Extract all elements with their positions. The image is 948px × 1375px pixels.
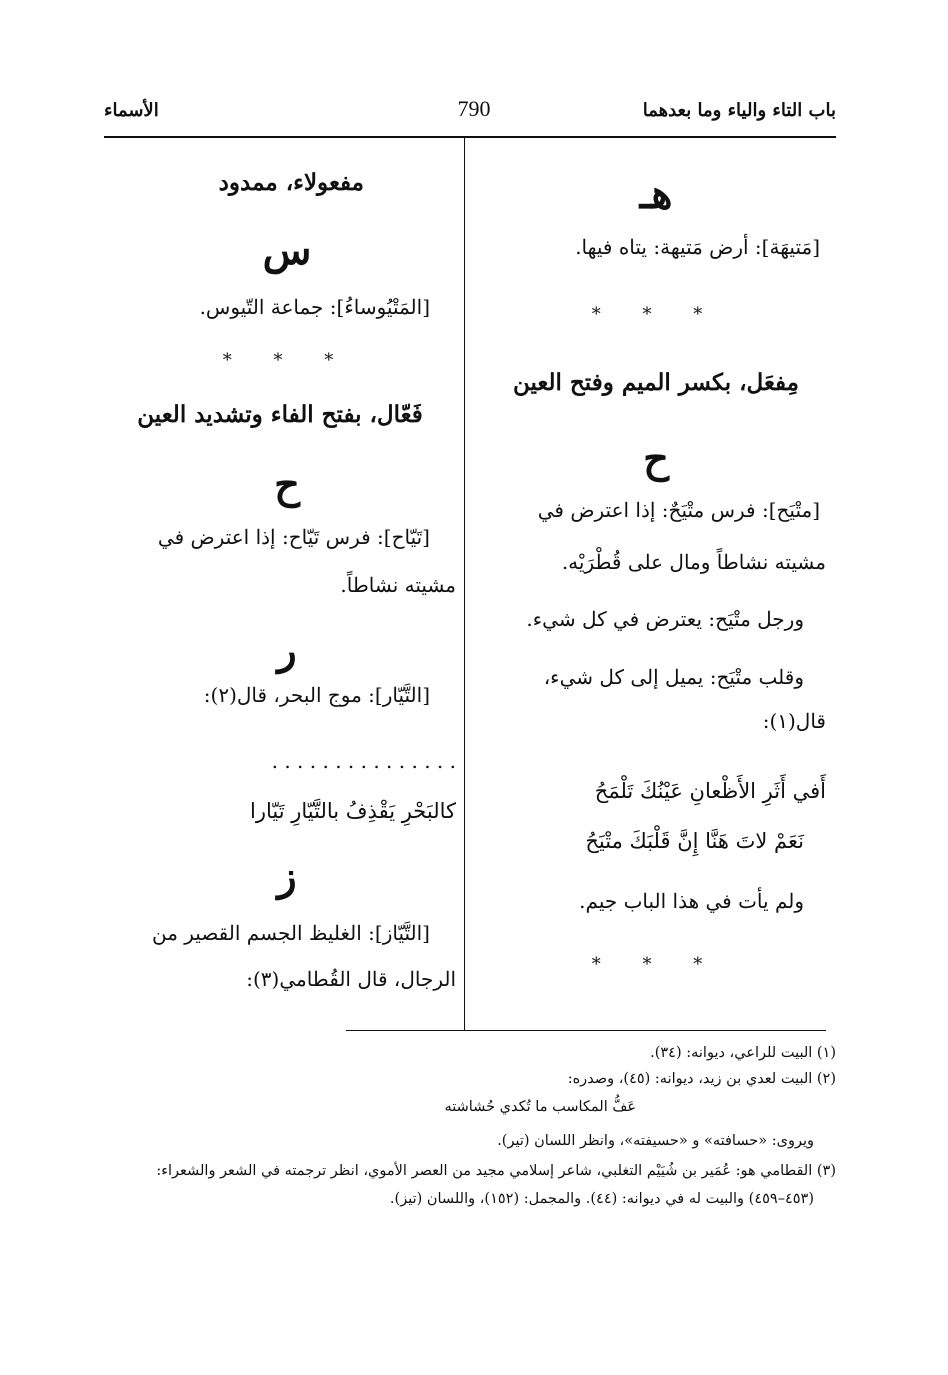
entry-tayyah-line2: مشيته نشاطاً. xyxy=(340,573,456,597)
separator-stars: * * * xyxy=(591,304,721,325)
entry-mutayha: [مَتيهَة]: أرض مَتيهة: يتاه فيها. xyxy=(575,235,820,259)
letter-heading-ha: هـ xyxy=(639,171,673,218)
entry-qalb-line1: وقلب متْيَح: يميل إلى كل شيء، xyxy=(543,665,804,689)
ellipsis-line: . . . . . . . . . . . . . . . xyxy=(271,749,456,773)
entry-rajul: ورجل متْيَح: يعترض في كل شيء. xyxy=(526,607,804,631)
footnote-3-line1: (٣) القطامي هو: عُمَير بن شُيَيْم التغلبي، شاعر إسلامي مجيد من العصر الأموي، انظر ترجمته في الشعر والشعراء: xyxy=(156,1163,836,1179)
separator-stars-2: * * * xyxy=(591,954,721,975)
entry-matyusa: [المَتْيُوساءُ]: جماعة التّيوس. xyxy=(199,295,430,319)
entry-mutyah-line1: [متْيَح]: فرس متْيَحٌ: إذا اعترض في xyxy=(537,498,820,522)
section-title-mafulaa: مفعولاء، ممدود xyxy=(218,169,364,196)
entry-mutyah-line2: مشيته نشاطاً ومال على قُطْرَيْه. xyxy=(561,550,826,574)
entry-qalb-line2: قال(١): xyxy=(762,709,826,733)
letter-heading-sin: س xyxy=(262,227,312,274)
left-column xyxy=(104,150,456,1020)
header-rule xyxy=(104,136,836,138)
footnote-2: (٢) البيت لعدي بن زيد، ديوانه: (٤٥)، وصدره: xyxy=(567,1071,836,1087)
letter-heading-ha-left: ح xyxy=(274,461,300,508)
poem-line: كالبَحْرِ يَقْذِفُ بالتَّيّارِ تَيّارا xyxy=(250,799,456,823)
footnote-2-variant: ويروى: «حسافته» و «حسيفته»، وانظر اللسان (تير). xyxy=(497,1133,814,1149)
letter-heading-zay: ز xyxy=(277,853,297,900)
poem-line2: نَعَمْ لاتَ هَنَّا إِنَّ قَلْبَكَ متْيَحُ xyxy=(585,829,804,853)
section-title: مِفعَل، بكسر الميم وفتح العين xyxy=(512,369,799,396)
page-number: 790 xyxy=(457,96,491,121)
entry-tayyar: [التَّيّار]: موج البحر، قال(٢): xyxy=(203,683,430,707)
footnote-rule xyxy=(346,1030,826,1031)
column-divider xyxy=(464,137,465,1030)
section-title-faaal: فَعّال، بفتح الفاء وتشديد العين xyxy=(137,401,423,428)
entry-tayyah-line1: [تَيّاح]: فرس تَيّاح: إذا اعترض في xyxy=(157,525,430,549)
section-header: الأسماء xyxy=(104,100,159,121)
no-jim-note: ولم يأت في هذا الباب جيم. xyxy=(579,889,804,913)
footnote-1: (١) البيت للراعي، ديوانه: (٣٤). xyxy=(650,1045,836,1061)
entry-tayyaz-line2: الرجال، قال القُطامي(٣): xyxy=(246,967,456,991)
separator-stars-left: * * * xyxy=(222,350,352,371)
footnote-2-verse: عَفُّ المكاسب ما تُكدي حُشاشته xyxy=(444,1099,636,1115)
right-column xyxy=(486,150,826,1020)
chapter-header: باب التاء والياء وما بعدهما xyxy=(642,100,836,121)
letter-heading-ha2: ح xyxy=(643,435,669,482)
entry-tayyaz-line1: [التَّيّاز]: الغليظ الجسم القصير من xyxy=(151,921,430,945)
footnote-3-line2: (٤٥٣–٤٥٩) والبيت له في ديوانه: (٤٤). والمجمل: (١٥٢)، واللسان (تيز). xyxy=(389,1191,814,1207)
poem-line1: أَفي أَثَرِ الأَظْعانِ عَيْنُكَ تَلْمَحُ xyxy=(594,779,826,803)
letter-heading-ra: ر xyxy=(277,627,297,674)
